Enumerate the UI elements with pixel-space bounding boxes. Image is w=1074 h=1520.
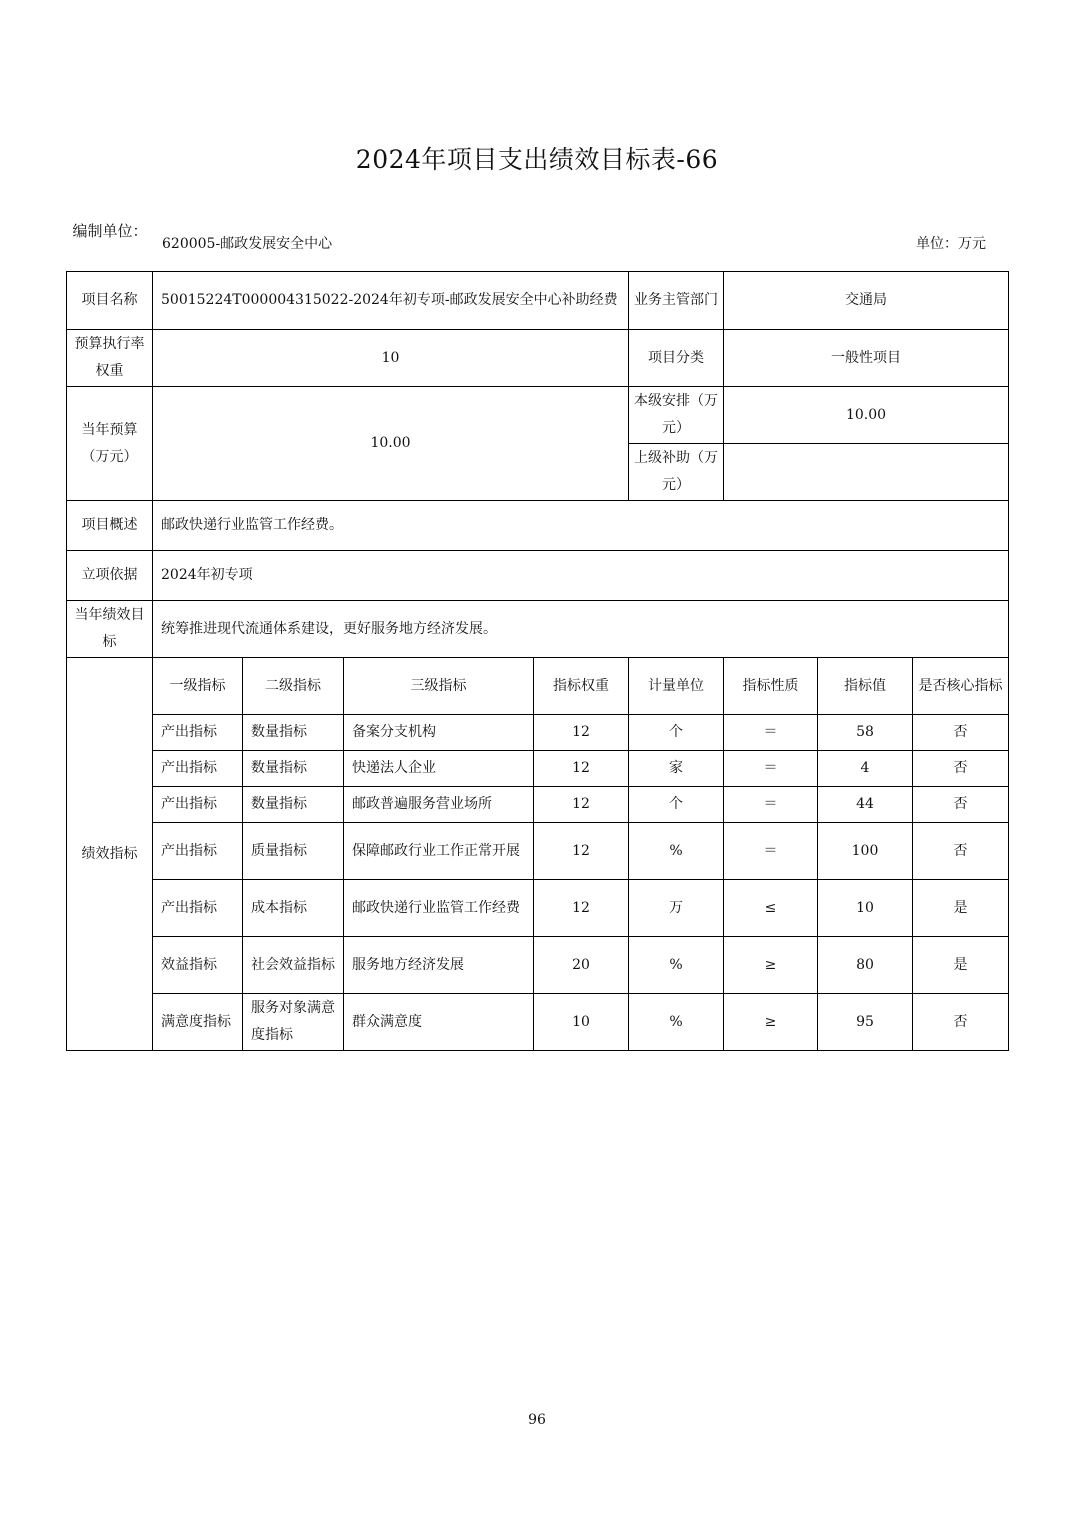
compiling-unit-name: 620005-邮政发展安全中心 [162, 236, 333, 252]
header-level1: 一级指标 [153, 658, 243, 715]
header-unit: 计量单位 [629, 658, 724, 715]
table-row [67, 994, 1009, 1051]
project-name-label: 项目名称 [67, 272, 153, 330]
table-row [67, 715, 1009, 751]
overview-value: 邮政快递行业监管工作经费。 [153, 501, 1009, 551]
cell-level2: 成本指标 [243, 880, 344, 937]
budget-row [67, 387, 1009, 444]
cell-level3: 快递法人企业 [344, 751, 534, 787]
cell-value: 4 [818, 751, 913, 787]
cell-core: 是 [913, 880, 1009, 937]
header-nature: 指标性质 [724, 658, 818, 715]
cell-nature: ＝ [724, 823, 818, 880]
header-level2: 二级指标 [243, 658, 344, 715]
cell-value: 10 [818, 880, 913, 937]
cell-level3: 群众满意度 [344, 994, 534, 1051]
overview-row [67, 501, 1009, 551]
cell-value: 44 [818, 787, 913, 823]
cell-nature: ＝ [724, 751, 818, 787]
money-unit-label: 单位：万元 [916, 236, 986, 252]
upper-funding-label: 上级补助（万元） [629, 444, 724, 501]
basis-row [67, 551, 1009, 601]
project-name-value: 50015224T000004315022-2024年初专项-邮政发展安全中心补助经费 [153, 272, 629, 330]
cell-weight: 10 [534, 994, 629, 1051]
cell-level1: 效益指标 [153, 937, 243, 994]
cell-level2: 质量指标 [243, 823, 344, 880]
weight-row [67, 330, 1009, 387]
budget-value: 10.00 [153, 387, 629, 501]
cell-nature: ＝ [724, 787, 818, 823]
cell-weight: 12 [534, 715, 629, 751]
cell-core: 否 [913, 787, 1009, 823]
cell-core: 否 [913, 823, 1009, 880]
cell-core: 否 [913, 751, 1009, 787]
cell-level1: 产出指标 [153, 715, 243, 751]
table-row [67, 823, 1009, 880]
cell-weight: 12 [534, 787, 629, 823]
dept-value: 交通局 [724, 272, 1009, 330]
cell-core: 否 [913, 715, 1009, 751]
cell-weight: 12 [534, 823, 629, 880]
header-value: 指标值 [818, 658, 913, 715]
cell-unit: 个 [629, 787, 724, 823]
cell-value: 58 [818, 715, 913, 751]
performance-target-table [66, 271, 1009, 1051]
cell-level1: 产出指标 [153, 787, 243, 823]
cell-unit: 万 [629, 880, 724, 937]
cell-unit: % [629, 994, 724, 1051]
local-funding-label: 本级安排（万元） [629, 387, 724, 444]
table-row [67, 880, 1009, 937]
cell-level2: 服务对象满意度指标 [243, 994, 344, 1051]
cell-level3: 邮政快递行业监管工作经费 [344, 880, 534, 937]
cell-weight: 12 [534, 880, 629, 937]
weight-label: 预算执行率权重 [67, 330, 153, 387]
table-row [67, 937, 1009, 994]
cell-level2: 数量指标 [243, 715, 344, 751]
page-number: 96 [528, 1412, 546, 1428]
dept-label: 业务主管部门 [629, 272, 724, 330]
cell-weight: 20 [534, 937, 629, 994]
cell-unit: % [629, 937, 724, 994]
header-weight: 指标权重 [534, 658, 629, 715]
overview-label: 项目概述 [67, 501, 153, 551]
compiling-unit-label: 编制单位： [72, 222, 148, 240]
upper-funding-value [724, 444, 1009, 501]
weight-value: 10 [153, 330, 629, 387]
goal-row [67, 601, 1009, 658]
category-label: 项目分类 [629, 330, 724, 387]
cell-value: 95 [818, 994, 913, 1051]
cell-nature: ≥ [724, 994, 818, 1051]
cell-level2: 社会效益指标 [243, 937, 344, 994]
cell-level3: 备案分支机构 [344, 715, 534, 751]
basis-value: 2024年初专项 [153, 551, 1009, 601]
header-core: 是否核心指标 [913, 658, 1009, 715]
cell-level3: 服务地方经济发展 [344, 937, 534, 994]
table-row [67, 787, 1009, 823]
cell-nature: ≥ [724, 937, 818, 994]
cell-nature: ＝ [724, 715, 818, 751]
cell-core: 否 [913, 994, 1009, 1051]
cell-level3: 邮政普遍服务营业场所 [344, 787, 534, 823]
project-name-row [67, 272, 1009, 330]
cell-level2: 数量指标 [243, 787, 344, 823]
cell-level3: 保障邮政行业工作正常开展 [344, 823, 534, 880]
cell-value: 80 [818, 937, 913, 994]
goal-value: 统筹推进现代流通体系建设，更好服务地方经济发展。 [153, 601, 1009, 658]
cell-nature: ≤ [724, 880, 818, 937]
cell-level2: 数量指标 [243, 751, 344, 787]
basis-label: 立项依据 [67, 551, 153, 601]
cell-level1: 产出指标 [153, 751, 243, 787]
goal-label: 当年绩效目标 [67, 601, 153, 658]
cell-value: 100 [818, 823, 913, 880]
cell-weight: 12 [534, 751, 629, 787]
budget-label: 当年预算（万元） [67, 387, 153, 501]
cell-unit: 个 [629, 715, 724, 751]
category-value: 一般性项目 [724, 330, 1009, 387]
cell-unit: % [629, 823, 724, 880]
cell-core: 是 [913, 937, 1009, 994]
cell-level1: 满意度指标 [153, 994, 243, 1051]
page-title: 2024年项目支出绩效目标表-66 [355, 145, 719, 174]
indicator-header-row [67, 658, 1009, 715]
table-row [67, 751, 1009, 787]
header-level3: 三级指标 [344, 658, 534, 715]
local-funding-value: 10.00 [724, 387, 1009, 444]
indicators-section-label: 绩效指标 [67, 658, 153, 1051]
cell-level1: 产出指标 [153, 823, 243, 880]
cell-unit: 家 [629, 751, 724, 787]
cell-level1: 产出指标 [153, 880, 243, 937]
